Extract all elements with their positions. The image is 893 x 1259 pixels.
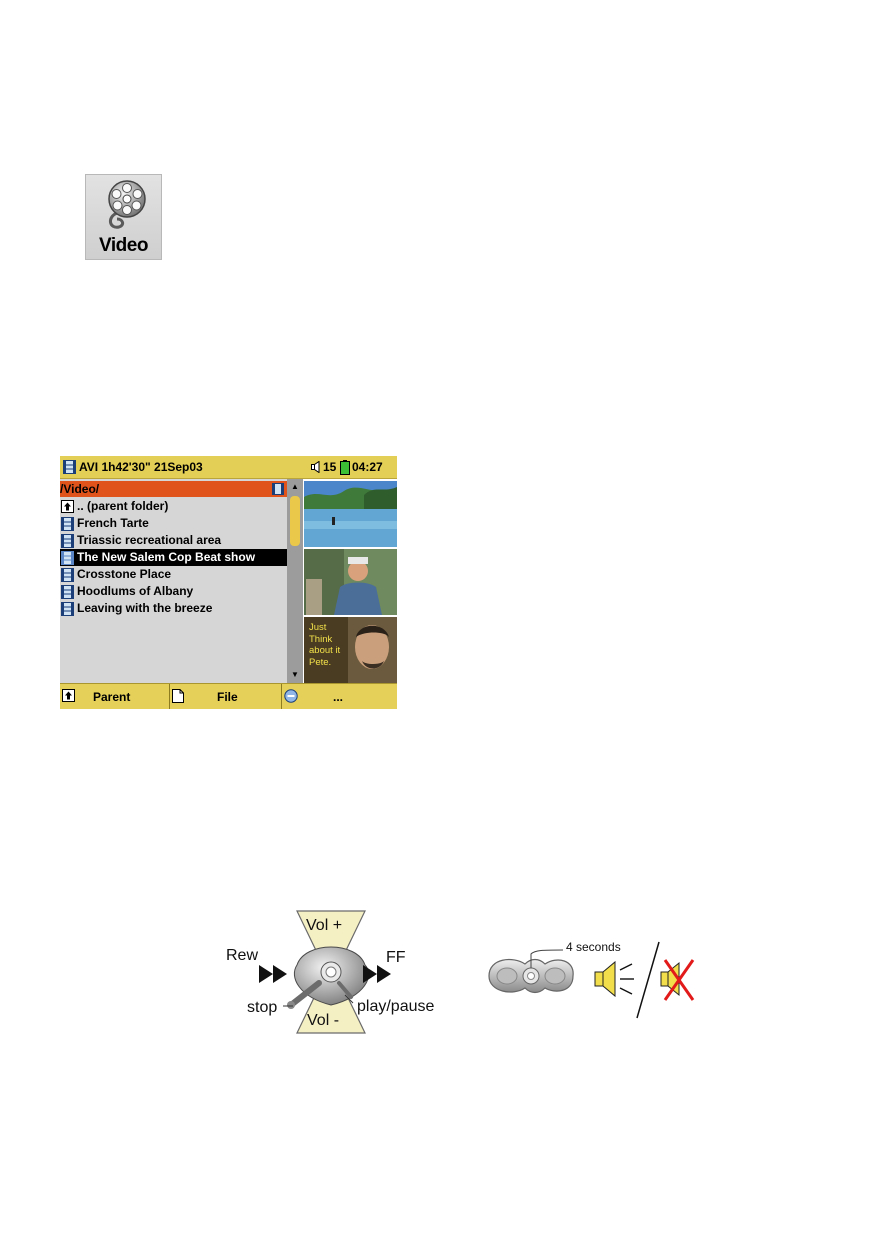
clock-time: 04:27: [352, 460, 383, 474]
video-app-icon[interactable]: [85, 174, 162, 260]
film-reel-icon: [103, 179, 147, 235]
stop-label: stop: [247, 999, 278, 1016]
file-info-text: AVI 1h42'30" 21Sep03: [79, 460, 203, 474]
more-softkey-button[interactable]: [282, 684, 397, 709]
film-icon: [61, 517, 74, 531]
file-row-video[interactable]: [60, 566, 287, 583]
path-bar: [60, 481, 287, 497]
video-app-label: Video: [99, 235, 148, 256]
file-row-video[interactable]: [60, 583, 287, 600]
file-row-video[interactable]: [60, 532, 287, 549]
parent-folder-icon: [62, 689, 75, 702]
file-row-video-selected[interactable]: [60, 549, 287, 566]
current-path: /Video/: [60, 482, 100, 496]
device-screen: [60, 456, 397, 709]
play-pause-label: play/pause: [357, 998, 435, 1015]
file-browser: [60, 479, 287, 683]
status-bar: [60, 456, 397, 479]
document-icon: [172, 689, 184, 703]
thumbnail-caption: Just Think about it Pete.: [309, 622, 341, 668]
film-icon: [61, 568, 74, 582]
parent-softkey-button[interactable]: [60, 684, 170, 709]
hold-duration-label: 4 seconds: [566, 940, 621, 954]
video-thumbnail-lake: [304, 481, 397, 547]
video-thumbnail-pete: [304, 617, 397, 683]
softkey-label: Parent: [93, 690, 131, 704]
film-icon: [63, 460, 76, 474]
minus-circle-icon: [284, 689, 298, 703]
film-icon: [61, 602, 74, 616]
speaker-icon: [311, 461, 322, 473]
scroll-thumb[interactable]: [290, 496, 300, 546]
file-row-label: .. (parent folder): [77, 499, 169, 513]
file-row-parent-folder[interactable]: [60, 498, 287, 515]
file-row-label: French Tarte: [77, 516, 149, 530]
volume-level: 15: [323, 460, 337, 474]
file-row-video[interactable]: [60, 515, 287, 532]
scroll-down-arrow-icon[interactable]: ▼: [291, 670, 299, 679]
fast-forward-label: FF: [386, 949, 406, 966]
file-row-label: Leaving with the breeze: [77, 601, 213, 615]
softkey-label: ...: [333, 690, 344, 704]
video-thumbnail-cop: [304, 549, 397, 615]
file-row-label: Crosstone Place: [77, 567, 172, 581]
film-icon: [61, 534, 74, 548]
file-row-label: Hoodlums of Albany: [77, 584, 194, 598]
file-softkey-button[interactable]: [170, 684, 282, 709]
rewind-label: Rew: [226, 947, 259, 964]
vol-down-label: Vol -: [307, 1012, 340, 1029]
file-row-label: Triassic recreational area: [77, 533, 222, 547]
vol-up-label: Vol +: [306, 917, 343, 934]
film-icon: [61, 585, 74, 599]
scroll-up-arrow-icon[interactable]: ▲: [291, 482, 299, 491]
softkey-bar: [60, 683, 397, 709]
parent-folder-icon: [61, 500, 74, 513]
joystick-illustration: [215, 905, 475, 1040]
file-list-scrollbar[interactable]: [287, 479, 303, 683]
video-preview-pane: [303, 479, 397, 683]
battery-icon: [340, 460, 350, 475]
file-row-label: The New Salem Cop Beat show: [77, 550, 256, 564]
film-icon: [272, 483, 284, 495]
softkey-label: File: [217, 690, 238, 704]
film-icon: [61, 551, 74, 565]
file-row-video[interactable]: [60, 600, 287, 617]
joystick-controls-diagram: [215, 905, 475, 1040]
mute-diagram: [483, 930, 703, 1025]
